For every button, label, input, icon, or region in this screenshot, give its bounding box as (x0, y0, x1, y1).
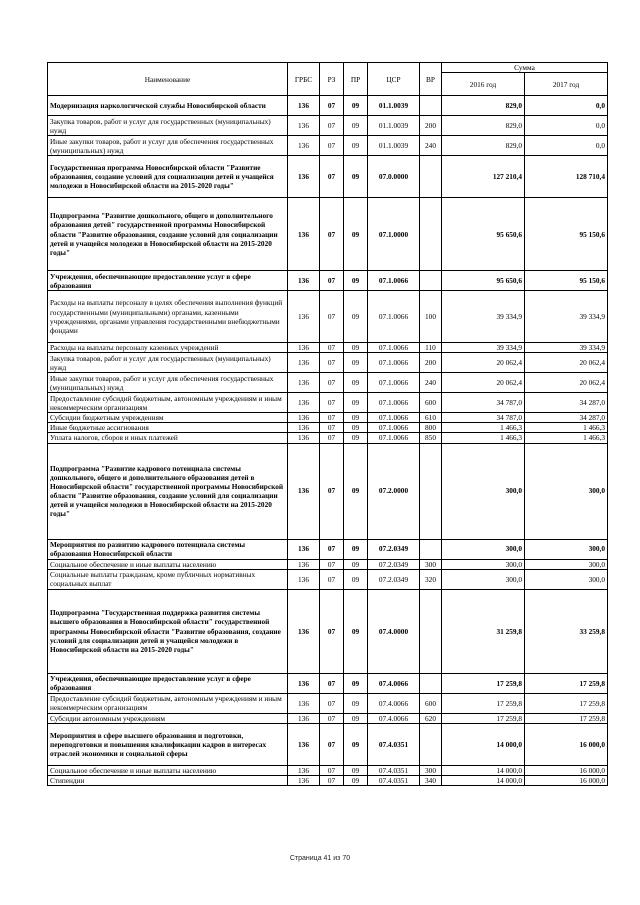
table-cell-rz: 07 (320, 723, 344, 765)
table-cell-2016: 829,0 (442, 96, 525, 116)
table-row (48, 271, 608, 291)
table-cell-2016: 1 466,3 (442, 433, 525, 443)
table-row (48, 156, 608, 198)
table-cell-pr: 09 (344, 291, 368, 343)
table-row (48, 198, 608, 271)
table-cell-pr: 09 (344, 353, 368, 373)
table-cell-2016: 300,0 (442, 539, 525, 559)
table-cell-csr: 07.2.0000 (368, 443, 420, 539)
table-cell-2017: 300,0 (525, 443, 608, 539)
budget-table (47, 62, 608, 786)
table-cell-vr: 240 (420, 136, 442, 156)
table-cell-rz: 07 (320, 539, 344, 559)
table-cell-pr: 09 (344, 393, 368, 413)
table-cell-pr: 09 (344, 116, 368, 136)
table-cell-grbs: 136 (288, 589, 320, 673)
table-cell-2017: 34 287,0 (525, 393, 608, 413)
table-cell-pr: 09 (344, 539, 368, 559)
table-cell-grbs: 136 (288, 116, 320, 136)
table-cell-vr (420, 271, 442, 291)
table-cell-pr: 09 (344, 433, 368, 443)
table-cell-csr: 07.1.0066 (368, 291, 420, 343)
table-cell-name: Уплата налогов, сборов и иных платежей (48, 433, 288, 443)
table-cell-rz: 07 (320, 569, 344, 589)
table-cell-name: Подпрограмма "Государственная поддержка развития системы высшего образования в Новосибирской области" государственной программы Новосибирской области "Развитие образования, создание условий для социализации детей и учащейся молодежи в Новосибирской области на 2015-2020 годы" (48, 589, 288, 673)
table-cell-2017: 16 000,0 (525, 723, 608, 765)
table-cell-name: Мероприятия в сфере высшего образования и подготовки, переподготовки и повышения квалификации кадров в интересах отраслей экономики и социальной сферы (48, 723, 288, 765)
table-cell-2017: 1 466,3 (525, 433, 608, 443)
table-cell-rz: 07 (320, 116, 344, 136)
table-cell-grbs: 136 (288, 353, 320, 373)
table-cell-grbs: 136 (288, 413, 320, 423)
table-cell-vr: 600 (420, 393, 442, 413)
table-cell-vr: 200 (420, 353, 442, 373)
page-footer: Страница 41 из 70 (289, 855, 351, 862)
table-row (48, 559, 608, 569)
table-cell-vr: 300 (420, 765, 442, 775)
table-cell-rz: 07 (320, 393, 344, 413)
table-cell-2017: 128 710,4 (525, 156, 608, 198)
table-cell-2017: 17 259,8 (525, 673, 608, 693)
table-cell-pr: 09 (344, 271, 368, 291)
table-cell-rz: 07 (320, 198, 344, 271)
table-cell-vr: 200 (420, 116, 442, 136)
table-cell-csr: 01.1.0039 (368, 116, 420, 136)
table-row (48, 413, 608, 423)
table-cell-grbs: 136 (288, 693, 320, 713)
table-cell-csr: 07.0.0000 (368, 156, 420, 198)
table-cell-2017: 16 000,0 (525, 765, 608, 775)
table-row (48, 291, 608, 343)
table-cell-grbs: 136 (288, 343, 320, 353)
table-cell-csr: 01.1.0039 (368, 96, 420, 116)
table-cell-pr: 09 (344, 198, 368, 271)
table-cell-name: Расходы на выплаты персоналу казенных учреждений (48, 343, 288, 353)
table-cell-vr (420, 723, 442, 765)
table-cell-2016: 14 000,0 (442, 775, 525, 785)
table-cell-2017: 39 334,9 (525, 291, 608, 343)
table-cell-rz: 07 (320, 291, 344, 343)
table-cell-csr: 07.2.0349 (368, 559, 420, 569)
table-cell-2016: 95 650,6 (442, 198, 525, 271)
table-cell-2017: 16 000,0 (525, 775, 608, 785)
header-year-2017: 2017 год (525, 73, 608, 96)
table-cell-name: Подпрограмма "Развитие дошкольного, общего и дополнительного образования детей" государственной программы Новосибирской области "Развитие образования, создание условий для социализации детей и учащейся молодежи в Новосибирской области на 2015-2020 годы" (48, 198, 288, 271)
table-cell-pr: 09 (344, 559, 368, 569)
table-cell-2016: 17 259,8 (442, 713, 525, 723)
table-cell-pr: 09 (344, 373, 368, 393)
table-cell-rz: 07 (320, 96, 344, 116)
table-cell-rz: 07 (320, 765, 344, 775)
table-cell-grbs: 136 (288, 393, 320, 413)
header-csr: ЦСР (368, 63, 420, 96)
table-cell-vr (420, 539, 442, 559)
table-cell-vr: 340 (420, 775, 442, 785)
table-cell-grbs: 136 (288, 96, 320, 116)
table-cell-csr: 01.1.0039 (368, 136, 420, 156)
table-cell-name: Подпрограмма "Развитие кадрового потенциала системы дошкольного, общего и дополнительного образования детей в Новосибирской области" государственной программы Новосибирской области "Развитие образования, создание условий для социализации детей и учащейся молодежи в Новосибирской области на 2015-2020 годы" (48, 443, 288, 539)
table-cell-csr: 07.1.0066 (368, 423, 420, 433)
table-cell-grbs: 136 (288, 775, 320, 785)
table-cell-name: Предоставление субсидий бюджетным, автономным учреждениям и иным некоммерческим организациям (48, 693, 288, 713)
table-cell-pr: 09 (344, 156, 368, 198)
table-cell-vr: 600 (420, 693, 442, 713)
header-rz: РЗ (320, 63, 344, 96)
table-cell-rz: 07 (320, 156, 344, 198)
table-cell-2016: 95 650,6 (442, 271, 525, 291)
table-cell-2017: 0,0 (525, 116, 608, 136)
table-cell-2016: 17 259,8 (442, 693, 525, 713)
table-cell-vr: 240 (420, 373, 442, 393)
table-cell-grbs: 136 (288, 559, 320, 569)
table-row (48, 353, 608, 373)
table-cell-rz: 07 (320, 343, 344, 353)
table-cell-rz: 07 (320, 353, 344, 373)
table-cell-rz: 07 (320, 373, 344, 393)
table-cell-rz: 07 (320, 713, 344, 723)
table-cell-2017: 33 259,8 (525, 589, 608, 673)
table-cell-2016: 39 334,9 (442, 291, 525, 343)
header-vr: ВР (420, 63, 442, 96)
table-cell-name: Субсидии автономным учреждениям (48, 713, 288, 723)
table-cell-rz: 07 (320, 693, 344, 713)
table-cell-vr: 300 (420, 559, 442, 569)
table-cell-name: Социальное обеспечение и иные выплаты населению (48, 559, 288, 569)
table-cell-rz: 07 (320, 271, 344, 291)
table-cell-pr: 09 (344, 413, 368, 423)
table-cell-csr: 07.4.0351 (368, 765, 420, 775)
table-cell-name: Субсидии бюджетным учреждениям (48, 413, 288, 423)
table-cell-csr: 07.4.0351 (368, 775, 420, 785)
table-cell-csr: 07.4.0000 (368, 589, 420, 673)
table-cell-csr: 07.1.0066 (368, 353, 420, 373)
table-cell-2016: 14 000,0 (442, 723, 525, 765)
table-cell-vr (420, 443, 442, 539)
table-cell-name: Социальное обеспечение и иные выплаты населению (48, 765, 288, 775)
table-cell-2017: 300,0 (525, 539, 608, 559)
table-cell-2017: 95 150,6 (525, 271, 608, 291)
table-cell-name: Стипендии (48, 775, 288, 785)
table-cell-grbs: 136 (288, 673, 320, 693)
table-cell-grbs: 136 (288, 291, 320, 343)
table-cell-2016: 300,0 (442, 559, 525, 569)
table-cell-csr: 07.4.0351 (368, 723, 420, 765)
table-row (48, 775, 608, 785)
table-cell-2016: 14 000,0 (442, 765, 525, 775)
table-cell-2017: 0,0 (525, 96, 608, 116)
table-cell-csr: 07.1.0066 (368, 373, 420, 393)
table-cell-grbs: 136 (288, 723, 320, 765)
table-row (48, 343, 608, 353)
table-cell-pr: 09 (344, 693, 368, 713)
table-cell-2017: 95 150,6 (525, 198, 608, 271)
table-cell-rz: 07 (320, 136, 344, 156)
table-cell-name: Расходы на выплаты персоналу в целях обеспечения выполнения функций государственными (муниципальными) органами, казенными учреждениями, органами управления государственными внебюджетными фондами (48, 291, 288, 343)
table-cell-pr: 09 (344, 96, 368, 116)
table-cell-vr (420, 589, 442, 673)
table-cell-rz: 07 (320, 433, 344, 443)
table-cell-name: Учреждения, обеспечивающие предоставление услуг в сфере образования (48, 673, 288, 693)
table-cell-pr: 09 (344, 673, 368, 693)
table-cell-csr: 07.4.0066 (368, 673, 420, 693)
table-row (48, 589, 608, 673)
table-cell-vr: 320 (420, 569, 442, 589)
table-cell-name: Закупка товаров, работ и услуг для государственных (муниципальных) нужд (48, 353, 288, 373)
table-cell-rz: 07 (320, 559, 344, 569)
table-cell-csr: 07.2.0349 (368, 569, 420, 589)
table-cell-2017: 20 062,4 (525, 353, 608, 373)
table-cell-vr (420, 673, 442, 693)
table-cell-vr: 850 (420, 433, 442, 443)
table-body (48, 96, 608, 786)
table-cell-2016: 34 787,0 (442, 413, 525, 423)
table-cell-grbs: 136 (288, 373, 320, 393)
table-cell-name: Социальные выплаты гражданам, кроме публичных нормативных социальных выплат (48, 569, 288, 589)
table-cell-2016: 127 210,4 (442, 156, 525, 198)
table-cell-csr: 07.1.0066 (368, 271, 420, 291)
table-cell-rz: 07 (320, 443, 344, 539)
table-cell-grbs: 136 (288, 198, 320, 271)
table-cell-csr: 07.1.0066 (368, 433, 420, 443)
header-pr: ПР (344, 63, 368, 96)
table-cell-2017: 300,0 (525, 569, 608, 589)
table-cell-vr (420, 96, 442, 116)
table-row (48, 393, 608, 413)
table-cell-2016: 34 787,0 (442, 393, 525, 413)
table-cell-csr: 07.2.0349 (368, 539, 420, 559)
table-cell-name: Иные закупки товаров, работ и услуг для обеспечения государственных (муниципальных) нужд (48, 373, 288, 393)
table-row (48, 723, 608, 765)
table-cell-csr: 07.1.0000 (368, 198, 420, 271)
table-row (48, 443, 608, 539)
table-cell-name: Предоставление субсидий бюджетным, автономным учреждениям и иным некоммерческим организациям (48, 393, 288, 413)
table-row (48, 433, 608, 443)
table-cell-vr (420, 198, 442, 271)
table-cell-2017: 34 287,0 (525, 413, 608, 423)
table-cell-grbs: 136 (288, 136, 320, 156)
table-cell-2017: 0,0 (525, 136, 608, 156)
table-cell-grbs: 136 (288, 539, 320, 559)
table-cell-name: Иные бюджетные ассигнования (48, 423, 288, 433)
table-cell-2016: 300,0 (442, 569, 525, 589)
table-cell-vr: 100 (420, 291, 442, 343)
header-year-2016: 2016 год (442, 73, 525, 96)
table-cell-2017: 17 259,8 (525, 713, 608, 723)
header-sum: Сумма (442, 63, 608, 73)
header-grbs: ГРБС (288, 63, 320, 96)
table-cell-grbs: 136 (288, 443, 320, 539)
table-row (48, 96, 608, 116)
header-name: Наименование (48, 63, 288, 96)
table-row (48, 116, 608, 136)
table-row (48, 423, 608, 433)
table-row (48, 765, 608, 775)
table-cell-pr: 09 (344, 343, 368, 353)
table-row (48, 569, 608, 589)
table-row (48, 136, 608, 156)
table-cell-pr: 09 (344, 775, 368, 785)
table-cell-vr: 800 (420, 423, 442, 433)
table-cell-2017: 300,0 (525, 559, 608, 569)
table-cell-vr: 610 (420, 413, 442, 423)
table-cell-csr: 07.1.0066 (368, 413, 420, 423)
table-cell-csr: 07.1.0066 (368, 393, 420, 413)
table-cell-pr: 09 (344, 765, 368, 775)
table-cell-csr: 07.4.0066 (368, 693, 420, 713)
table-cell-rz: 07 (320, 673, 344, 693)
table-cell-2016: 17 259,8 (442, 673, 525, 693)
table-cell-name: Иные закупки товаров, работ и услуг для обеспечения государственных (муниципальных) нужд (48, 136, 288, 156)
table-cell-2016: 1 466,3 (442, 423, 525, 433)
table-cell-rz: 07 (320, 413, 344, 423)
table-row (48, 673, 608, 693)
table-cell-grbs: 136 (288, 713, 320, 723)
table-cell-vr (420, 156, 442, 198)
table-cell-2017: 1 466,3 (525, 423, 608, 433)
table-row (48, 539, 608, 559)
table-cell-grbs: 136 (288, 433, 320, 443)
table-cell-grbs: 136 (288, 156, 320, 198)
table-cell-name: Государственная программа Новосибирской области "Развитие образования, создание условий для социализации детей и учащейся молодежи в Новосибирской области на 2015-2020 годы" (48, 156, 288, 198)
table-row (48, 713, 608, 723)
table-cell-2016: 31 259,8 (442, 589, 525, 673)
table-cell-2016: 829,0 (442, 116, 525, 136)
table-cell-rz: 07 (320, 423, 344, 433)
table-cell-rz: 07 (320, 775, 344, 785)
table-cell-pr: 09 (344, 423, 368, 433)
table-cell-2017: 39 334,9 (525, 343, 608, 353)
table-cell-pr: 09 (344, 443, 368, 539)
table-cell-name: Учреждения, обеспечивающие предоставление услуг в сфере образования (48, 271, 288, 291)
table-cell-2016: 20 062,4 (442, 373, 525, 393)
table-cell-2016: 20 062,4 (442, 353, 525, 373)
table-cell-grbs: 136 (288, 765, 320, 775)
table-cell-grbs: 136 (288, 271, 320, 291)
table-cell-grbs: 136 (288, 423, 320, 433)
table-cell-name: Мероприятия по развитию кадрового потенциала системы образования Новосибирской области (48, 539, 288, 559)
table-cell-rz: 07 (320, 589, 344, 673)
table-row (48, 373, 608, 393)
table-cell-pr: 09 (344, 713, 368, 723)
table-cell-pr: 09 (344, 723, 368, 765)
table-cell-2016: 39 334,9 (442, 343, 525, 353)
table-cell-pr: 09 (344, 589, 368, 673)
table-row (48, 693, 608, 713)
table-cell-2016: 829,0 (442, 136, 525, 156)
table-cell-vr: 110 (420, 343, 442, 353)
table-cell-pr: 09 (344, 569, 368, 589)
table-cell-name: Модернизация наркологической службы Новосибирской области (48, 96, 288, 116)
table-cell-name: Закупка товаров, работ и услуг для государственных (муниципальных) нужд (48, 116, 288, 136)
table-cell-grbs: 136 (288, 569, 320, 589)
table-cell-2017: 17 259,8 (525, 693, 608, 713)
table-cell-2017: 20 062,4 (525, 373, 608, 393)
table-cell-csr: 07.1.0066 (368, 343, 420, 353)
table-cell-csr: 07.4.0066 (368, 713, 420, 723)
table-cell-pr: 09 (344, 136, 368, 156)
table-cell-2016: 300,0 (442, 443, 525, 539)
table-cell-vr: 620 (420, 713, 442, 723)
